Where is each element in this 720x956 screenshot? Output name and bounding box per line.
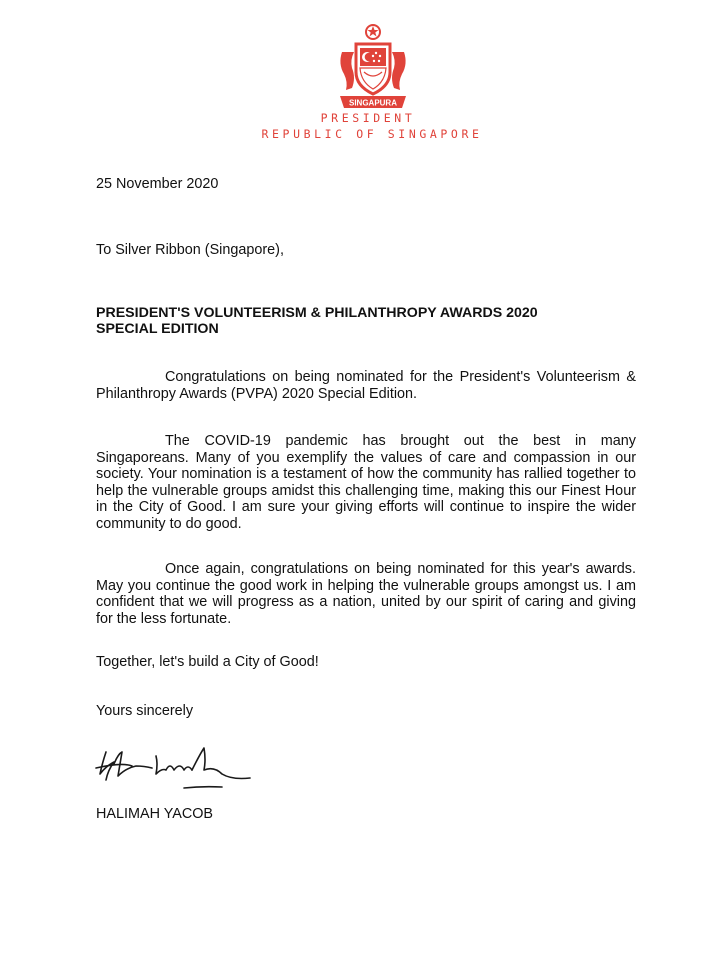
signatory-name: HALIMAH YACOB: [96, 806, 214, 822]
letterhead-title: PRESIDENT: [320, 111, 416, 125]
letterhead-subtitle: REPUBLIC OF SINGAPORE: [261, 127, 483, 141]
subject-heading: [96, 305, 636, 337]
letter-date: 25 November 2020: [96, 176, 219, 192]
paragraph-1: Congratulations on being nominated for the President's Volunteerism & Philanthropy Awards (PVPA) 2020 Special Edition.: [96, 369, 636, 402]
handwritten-signature: [92, 740, 262, 796]
paragraph-3: Once again, congratulations on being nominated for this year's awards. May you continue the good work in helping the vulnerable groups amongst us. I am confident that we will progress as a nation, united by our spirit of caring and giving for the less fortunate.: [96, 561, 636, 627]
subject-line-2: SPECIAL EDITION: [96, 321, 219, 337]
paragraph-2: The COVID-19 pandemic has brought out the best in many Singaporeans. Many of you exemplify the values of care and compassion in our society. Your nomination is a testament of how the community has rallied together to help the vulnerable groups amidst this challenging time, making this our Finest Hour in the City of Good. I am sure your giving efforts will continue to inspire the wider community to do good.: [96, 433, 636, 532]
valediction: Yours sincerely: [96, 703, 194, 719]
salutation: To Silver Ribbon (Singapore),: [96, 242, 284, 258]
crest-ribbon-text: SINGAPURA: [348, 98, 398, 108]
presidential-crest-icon: [334, 22, 412, 110]
closing-line: Together, let's build a City of Good!: [96, 654, 319, 670]
subject-line-1: PRESIDENT'S VOLUNTEERISM & PHILANTHROPY AWARDS 2020: [96, 305, 538, 321]
